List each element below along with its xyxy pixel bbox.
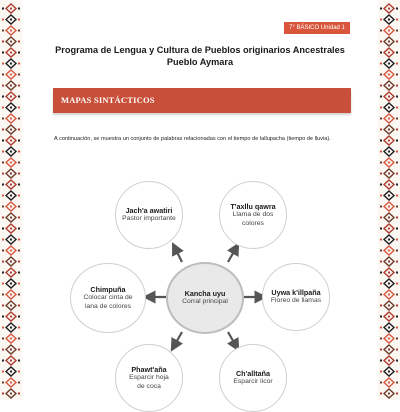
node-top-left — [115, 181, 183, 249]
node-name: Chimpuña — [90, 285, 126, 294]
node-desc: Floreo de llamas — [270, 297, 322, 305]
node-desc: Corral principal — [182, 298, 228, 306]
node-name: Kancha uyu — [184, 289, 226, 299]
arrow-to-top-right — [228, 248, 236, 262]
node-center — [166, 262, 244, 334]
node-name: Uywa k'illpaña — [271, 288, 321, 298]
section-title: MAPAS SINTÁCTICOS — [61, 95, 155, 105]
title-line-2: Pueblo Aymara — [166, 57, 234, 67]
node-name: T'axllu qawra — [230, 202, 276, 211]
intro-text: A continuación, se muestra un conjunto de palabras relacionadas con el tiempo de lallupacha (tiempo de lluvia). — [54, 136, 331, 142]
arrow-to-top-left — [175, 248, 182, 262]
node-bottom-right — [219, 344, 287, 412]
arrow-to-bottom-right — [228, 332, 236, 346]
node-desc: Esparcir licor — [233, 378, 273, 386]
node-bottom-left — [115, 344, 183, 412]
node-name: Ch'alltaña — [235, 369, 271, 379]
node-desc: Pastor importante — [122, 215, 176, 223]
title-line-1: Programa de Lengua y Cultura de Pueblos originarios Ancestrales — [55, 45, 345, 55]
grade-badge: 7° BÁSICO Unidad 1 — [284, 22, 350, 34]
node-name: Phawt'aña — [131, 365, 167, 374]
node-right — [262, 263, 330, 331]
arrow-to-bottom-left — [174, 332, 182, 346]
node-desc: Llama de dos colores — [232, 211, 274, 227]
node-desc: Colocar cinta de lana de colores — [83, 294, 133, 310]
node-name: Jach'a awatiri — [125, 206, 173, 216]
node-desc: Esparcir hoja de coca — [129, 374, 169, 390]
node-top-right — [219, 181, 287, 249]
node-left — [70, 263, 146, 333]
